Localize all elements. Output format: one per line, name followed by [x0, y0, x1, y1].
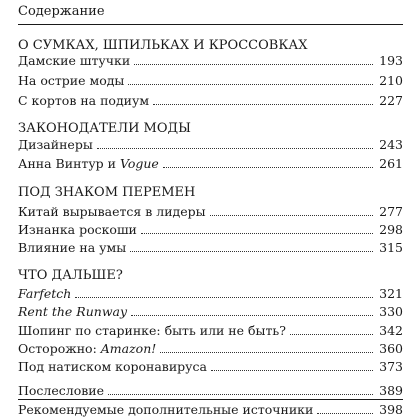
toc-entry[interactable]: [18, 93, 403, 109]
page-title: Содержание: [18, 4, 105, 19]
entry-page-number: 298: [379, 222, 403, 237]
section-title: О СУМКАХ, ШПИЛЬКАХ И КРОССОВКАХ: [18, 38, 308, 53]
entry-page-number: 373: [379, 359, 403, 374]
entry-title: [18, 341, 160, 357]
entry-page-number: 360: [379, 341, 403, 356]
section-title: ЗАКОНОДАТЕЛИ МОДЫ: [18, 121, 191, 136]
entry-title: Изнанка роскоши: [18, 222, 137, 237]
toc-entry-sources[interactable]: [18, 402, 403, 418]
dot-leader: [108, 394, 373, 395]
dot-leader: [211, 370, 373, 371]
dot-leader: [131, 315, 373, 316]
dot-leader: [97, 148, 373, 149]
entry-title-italic: Vogue: [119, 156, 159, 171]
toc-section: [18, 268, 403, 284]
entry-page-number: 342: [379, 323, 403, 338]
entry-title: Послесловие: [18, 383, 104, 398]
toc-section: [18, 121, 403, 137]
toc-entry[interactable]: [18, 156, 403, 172]
entry-page-number: 330: [379, 304, 403, 319]
entry-page-number: 227: [379, 93, 403, 108]
toc-entry[interactable]: [18, 323, 403, 339]
entry-title: Rent the Runway: [18, 304, 128, 319]
toc-entry[interactable]: [18, 304, 403, 320]
dot-leader: [163, 167, 373, 168]
section-title: ЧТО ДАЛЬШЕ?: [18, 268, 123, 283]
dot-leader: [141, 233, 373, 234]
dot-leader: [160, 352, 373, 353]
entry-page-number: 277: [379, 204, 403, 219]
entry-title: Дизайнеры: [18, 137, 93, 152]
dot-leader: [128, 84, 373, 85]
entry-title-text: Осторожно:: [18, 341, 101, 356]
dot-leader: [210, 215, 374, 216]
entry-title: Дамские штучки: [18, 53, 131, 68]
toc-section: [18, 38, 403, 54]
dot-leader: [153, 104, 373, 105]
entry-page-number: 210: [379, 73, 403, 88]
entry-page-number: 243: [379, 137, 403, 152]
dot-leader: [317, 413, 373, 414]
toc-entry[interactable]: [18, 341, 403, 357]
toc-entry[interactable]: [18, 137, 403, 153]
toc-section: [18, 185, 403, 201]
entry-title: Шопинг по старинке: быть или не быть?: [18, 323, 286, 338]
dot-leader: [75, 297, 373, 298]
entry-page-number: 261: [379, 156, 403, 171]
backmatter-divider: [18, 399, 403, 400]
entry-page-number: 193: [379, 53, 403, 68]
toc-entry[interactable]: [18, 73, 403, 89]
section-title: ПОД ЗНАКОМ ПЕРЕМЕН: [18, 185, 196, 200]
dot-leader: [290, 334, 373, 335]
dot-leader: [130, 251, 373, 252]
entry-title: Китай вырывается в лидеры: [18, 204, 206, 219]
entry-title: Рекомендуемые дополнительные источники: [18, 402, 314, 417]
toc-entry-afterword[interactable]: [18, 383, 403, 399]
entry-page-number: 398: [379, 402, 403, 417]
toc-entry[interactable]: [18, 204, 403, 220]
toc-entry[interactable]: [18, 222, 403, 238]
entry-title: С кортов на подиум: [18, 93, 150, 108]
entry-title: Под натиском коронавируса: [18, 359, 207, 374]
toc-entry[interactable]: [18, 240, 403, 256]
entry-page-number: 389: [379, 383, 403, 398]
toc-entry[interactable]: [18, 286, 403, 302]
toc-entry[interactable]: [18, 53, 403, 69]
entry-page-number: 315: [379, 240, 403, 255]
entry-title-text: Анна Винтур и: [18, 156, 120, 171]
dot-leader: [134, 64, 373, 65]
entry-title-italic: Amazon!: [100, 341, 157, 356]
entry-title: Farfetch: [18, 286, 72, 301]
entry-title: Влияние на умы: [18, 240, 127, 255]
entry-title: На острие моды: [18, 73, 125, 88]
entry-page-number: 321: [379, 286, 403, 301]
entry-title: [18, 156, 163, 172]
header-divider: [18, 24, 403, 25]
toc-entry[interactable]: [18, 359, 403, 375]
